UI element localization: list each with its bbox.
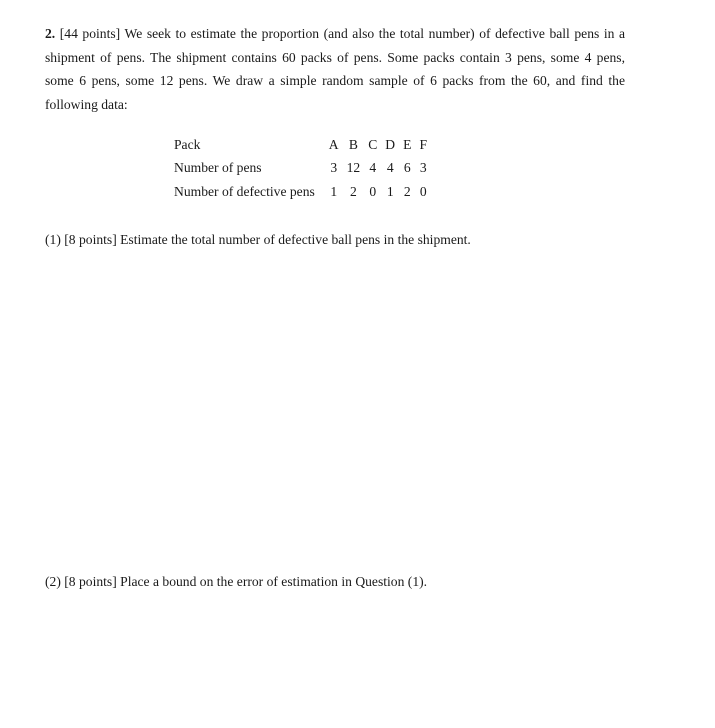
table-row-pack: [170, 133, 431, 157]
question-2: (2) [8 points] Place a bound on the error of estimation in Question (1).: [45, 574, 428, 589]
table-cell: 2: [403, 183, 411, 199]
table-cell: E: [403, 136, 412, 152]
table-cell: 4: [369, 160, 377, 176]
table-cell: 12: [346, 160, 361, 176]
table-cell: 0: [419, 183, 427, 199]
table-cell: 3: [419, 160, 427, 176]
table-cell: C: [368, 136, 378, 152]
row-label: Number of defective pens: [174, 183, 315, 199]
problem-statement: [45, 22, 625, 116]
table-row-pens: [170, 157, 431, 181]
problem-number: 2.: [45, 26, 56, 41]
table-cell: B: [348, 136, 358, 152]
row-label: Number of pens: [174, 160, 262, 176]
table-cell: 3: [330, 160, 338, 176]
table-cell: F: [419, 136, 427, 152]
row-label: Pack: [174, 136, 201, 152]
table-cell: 1: [386, 183, 394, 199]
data-table: [170, 133, 431, 204]
table-cell: 6: [403, 160, 411, 176]
question-1: (1) [8 points] Estimate the total number of defective ball pens in the shipment.: [45, 232, 471, 247]
table-cell: 1: [330, 183, 338, 199]
problem-text: [44 points] We seek to estimate the proportion (and also the total number) of defective ball pens in a shipment of pens. The shipment contains 60 packs of pens. Some packs contain 3 pens, some 4 pens, some 6 pens, some 12 pens. We draw a simple random sample of 6 packs from the 60, and find the following data:: [45, 26, 626, 112]
table-row-defective: [170, 180, 431, 204]
table-cell: 2: [350, 183, 357, 199]
table-cell: A: [328, 136, 339, 152]
table-cell: D: [385, 136, 396, 152]
table-cell: 0: [369, 183, 377, 199]
table-cell: 4: [386, 160, 394, 176]
